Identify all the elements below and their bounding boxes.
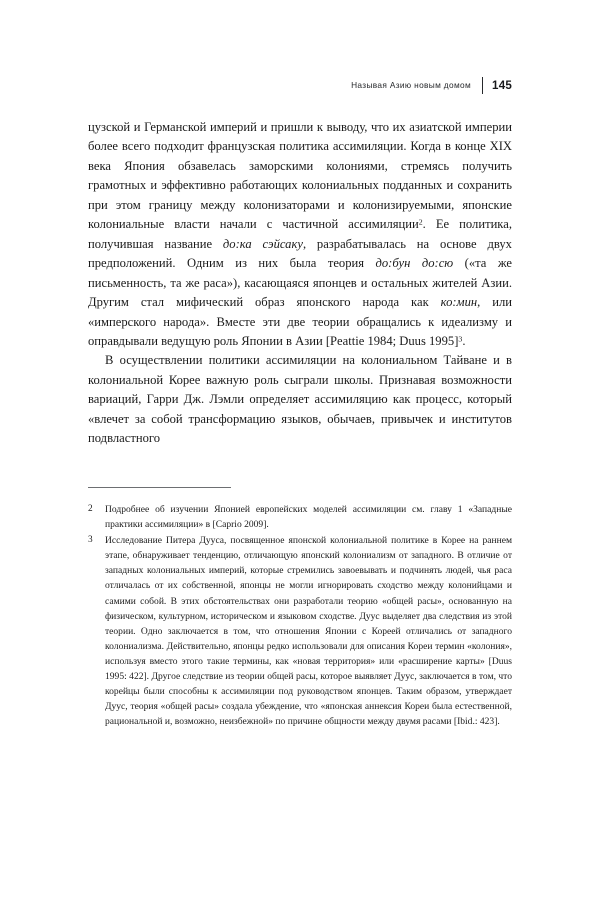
paragraph <box>88 118 512 351</box>
text-run: , или «имперского народа». Вместе эти две теории обращались к идеализму и оправдывали ведущую роль Японии в Азии [Peattie 1984; Duus 1995] <box>88 295 513 348</box>
footnote-reference[interactable]: 2 <box>418 218 423 227</box>
footnote-text: Исследование Питера Дууса, посвященное японской колониальной политике в Корее на раннем этапе, обнаруживает тенденцию, отличающую японский колониализм от западного. В отличие от западных колониальных империй, которые стремились завоевывать и подчинять людей, чья раса отличалась от их собственной, японцы не могли игнорировать сходство между колонийцами и самими собой. В этих обстоятельствах они разработали теорию «общей расы», основанную на физическом, культурном, историческом и языковом сходстве. Дуус выделяет два следствия из этой теории. Одно заключается в том, что отношения Японии с Кореей отличались от западного колониализма. Действительно, японцы редко использовали для описания Кореи термин «колония», используя вместо этого такие термины, как «новая территория» или «расширение карты» [Duus 1995: 422]. Другое следствие из теории общей расы, которое выявляет Дуус, заключается в том, что корейцы были способны к ассимиляции под руководством японцев. Таким образом, утверждает Дуус, теория «общей расы» создала убеждение, что «японская аннексия Кореи была естественной, рациональной и, возможно, неизбежной» по причине общности между двумя расами [Ibid.: 423]. <box>105 535 512 728</box>
footnote-block <box>88 502 512 730</box>
footnote-number: 3 <box>88 535 93 546</box>
footnote-reference[interactable]: 3 <box>458 334 463 344</box>
footnote <box>88 502 512 532</box>
running-head-title: Называя Азию новым домом <box>351 80 472 90</box>
text-run: . Ее политика, получившая название <box>88 217 512 251</box>
page-number: 145 <box>492 78 512 92</box>
text-run: цузской и Германской империй и пришли к выводу, что их азиатской империи более всего подходит французская политика ассимиляции. Когда в конце XIX века Япония обзавелась заморскими колониями, стремясь получить грамотных и эффективно работающих колониальных подданных и сохранить при этом границу между колонизаторами и колонизируемыми, японские колониальные власти начали с частичной ассимиляции <box>88 120 512 232</box>
footnote <box>88 533 512 729</box>
italic-term: ко:мин <box>440 295 478 310</box>
text-run: («та же письменность, та же раса»), касающаяся японцев и остальных жителей Азии. Другим стал мифический образ японского народа как <box>88 256 512 310</box>
footnote-number: 2 <box>88 504 93 514</box>
italic-term: до:бун до:сю <box>375 256 454 271</box>
text-run: , разрабатывалась на основе двух предположений. Одним из них была теория <box>88 236 512 271</box>
text-run: . <box>462 333 466 348</box>
paragraph <box>88 351 512 448</box>
running-head <box>88 76 512 94</box>
body-text <box>88 118 512 449</box>
footnote-text: Подробнее об изучении Японией европейских моделей ассимиляции см. главу 1 «Западные практики ассимиляции» в [Caprio 2009]. <box>105 504 512 531</box>
footnote-separator <box>88 487 231 488</box>
italic-term: до:ка сэйсаку <box>222 236 303 251</box>
text-run: В осуществлении политики ассимиляции на колониальном Тайване и в колониальной Корее важную роль сыграли школы. Признавая возможности вариаций, Гарри Дж. Лэмли определяет ассимиляцию как процесс, который «влечет за собой трансформацию языков, обычаев, привычек и институтов подвластного <box>88 353 512 446</box>
running-head-divider <box>482 77 483 94</box>
